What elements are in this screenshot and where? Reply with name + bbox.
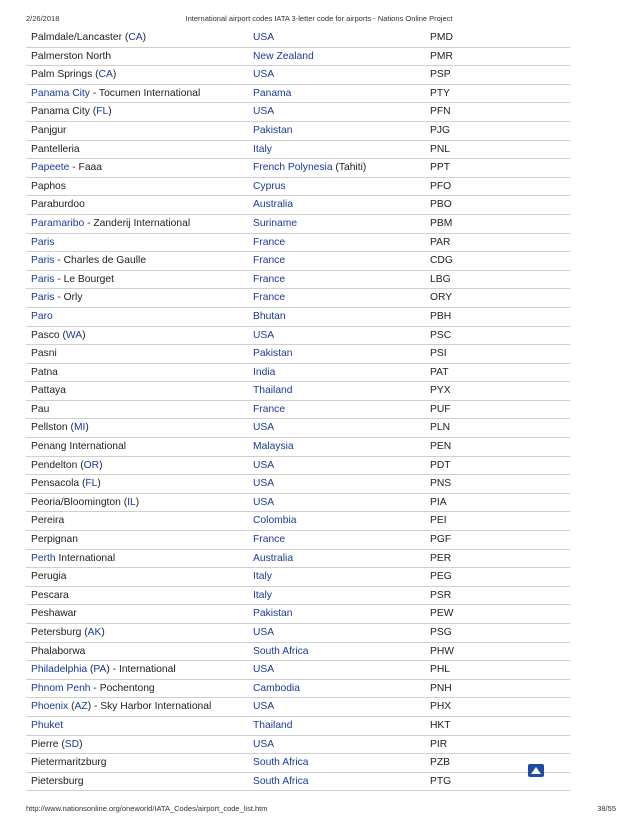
country-cell [248,177,425,196]
country-cell [248,84,425,103]
iata-code-cell: PNL [425,140,570,159]
cell-text: ) [82,329,86,341]
iata-code-cell: HKT [425,716,570,735]
table-row [26,382,570,401]
table-row [26,493,570,512]
cell-link[interactable]: AZ [74,701,88,713]
city-cell [26,661,248,680]
cell-link[interactable]: Paramaribo [31,217,85,229]
table-row [26,698,570,717]
country-cell [248,661,425,680]
cell-link[interactable]: Thailand [253,385,293,397]
table-row [26,270,570,289]
iata-code-cell: PEG [425,568,570,587]
table-row [26,29,570,47]
cell-text: - Tocumen International [89,87,201,99]
city-cell [26,605,248,624]
cell-link[interactable]: IL [127,496,136,508]
iata-code-cell: PYX [425,382,570,401]
country-cell [248,419,425,438]
iata-code-cell: PLN [425,419,570,438]
cell-text: Pasco ( [31,329,66,341]
city-cell [26,735,248,754]
country-cell [248,642,425,661]
cell-text: - Le Bourget [54,273,114,285]
airport-code-rows [26,29,570,791]
iata-code-cell: PSP [425,66,570,85]
cell-link[interactable]: South Africa [253,775,309,787]
table-row [26,679,570,698]
cell-link[interactable]: Thailand [253,719,293,731]
city-cell [26,438,248,457]
iata-code-cell: PSC [425,326,570,345]
cell-link[interactable]: Suriname [253,217,298,229]
cell-link[interactable]: Phnom Penh [31,682,91,694]
city-cell [26,754,248,773]
city-cell [26,400,248,419]
table-row [26,289,570,308]
iata-code-cell: PER [425,549,570,568]
cell-link[interactable]: USA [253,701,275,713]
city-cell [26,233,248,252]
cell-link[interactable]: France [253,403,286,415]
iata-code-cell: PBH [425,307,570,326]
cell-link[interactable]: Colombia [253,515,297,527]
cell-link[interactable]: France [253,273,286,285]
cell-text: Patna [31,366,58,378]
table-row [26,233,570,252]
iata-code-cell: PMD [425,29,570,47]
cell-text: ) [101,627,105,638]
iata-code-cell: PSR [425,586,570,605]
cell-text: Petersburg ( [31,627,88,638]
iata-code-cell: PHW [425,642,570,661]
cell-text: Palmerston North [31,50,112,62]
cell-link[interactable]: OR [83,459,100,471]
table-row [26,605,570,624]
cell-link[interactable]: French Polynesia [253,162,333,174]
cell-text: Pierre ( [31,738,65,750]
country-cell [248,363,425,382]
cell-text: Pescara [31,589,69,601]
country-cell [248,493,425,512]
cell-link[interactable]: Cyprus [253,180,286,192]
cell-text: ) [79,738,83,750]
cell-text: - Charles de Gaulle [54,255,147,267]
cell-link[interactable]: France [253,236,286,248]
country-cell [248,121,425,140]
city-cell [26,289,248,308]
cell-text: Pattaya [31,385,66,397]
cell-link[interactable]: New Zealand [253,50,314,62]
iata-code-cell: PNS [425,475,570,494]
table-row [26,568,570,587]
cell-text: - Pochentong [90,682,155,694]
cell-link[interactable]: CA [98,69,113,81]
cell-text: Phalaborwa [31,645,86,657]
cell-text: Peshawar [31,608,77,620]
cell-link[interactable]: Malaysia [253,441,294,453]
city-cell [26,307,248,326]
cell-text: ) - Sky Harbor International [87,701,212,713]
cell-link[interactable]: USA [253,738,275,750]
cell-link[interactable]: PA [93,664,107,676]
airport-code-table [26,29,570,791]
up-triangle-icon [531,767,541,774]
cell-text: (Tahiti) [332,162,367,174]
iata-code-cell: PAR [425,233,570,252]
cell-text: Pasni [31,348,57,360]
country-cell [248,549,425,568]
country-cell [248,140,425,159]
table-row [26,196,570,215]
cell-link[interactable]: Paris [31,273,55,285]
table-row [26,438,570,457]
print-date: 2/26/2018 [26,14,60,23]
cell-link[interactable]: Paris [31,292,55,304]
table-row [26,345,570,364]
country-cell [248,233,425,252]
table-row [26,307,570,326]
table-row [26,475,570,494]
cell-text: ) [112,69,117,81]
city-cell [26,624,248,643]
iata-code-cell: CDG [425,252,570,271]
city-cell [26,475,248,494]
cell-link[interactable]: Italy [253,589,272,601]
iata-code-cell: LBG [425,270,570,289]
table-row [26,159,570,178]
iata-code-cell: PMR [425,47,570,66]
city-cell [26,512,248,531]
city-cell [26,642,248,661]
city-cell [26,345,248,364]
city-cell [26,419,248,438]
cell-text: Peoria/Bloomington ( [31,496,128,508]
city-cell [26,326,248,345]
cell-text: Pereira [31,515,65,527]
city-cell [26,679,248,698]
country-cell [248,438,425,457]
cell-link[interactable]: India [253,366,276,378]
cell-link[interactable]: USA [253,32,275,43]
cell-link[interactable]: USA [253,478,275,490]
country-cell [248,624,425,643]
city-cell [26,363,248,382]
country-cell [248,568,425,587]
iata-code-cell: PAT [425,363,570,382]
iata-code-cell: PTG [425,772,570,791]
cell-text: Pensacola ( [31,478,86,490]
cell-text: Palm Springs ( [31,69,99,81]
cell-link[interactable]: Papeete [31,162,70,174]
country-cell [248,698,425,717]
table-row [26,549,570,568]
cell-link[interactable]: USA [253,422,275,434]
table-row [26,716,570,735]
cell-link[interactable]: FL [96,106,109,118]
iata-code-cell: ORY [425,289,570,308]
cell-text: Pietersburg [31,775,84,787]
cell-link[interactable]: Paris [31,236,55,248]
table-row [26,624,570,643]
cell-text: ) [99,459,103,471]
country-cell [248,605,425,624]
iata-code-cell: PBO [425,196,570,215]
table-row [26,121,570,140]
city-cell [26,382,248,401]
table-row [26,214,570,233]
cell-link[interactable]: Phuket [31,719,64,731]
city-cell [26,196,248,215]
cell-text: ) [135,496,140,508]
iata-code-cell: PFO [425,177,570,196]
cell-link[interactable]: Paris [31,255,55,267]
city-cell [26,177,248,196]
cell-text: ) [142,32,147,43]
table-row [26,735,570,754]
cell-link[interactable]: France [253,534,286,546]
cell-text: ) - International [106,664,176,676]
country-cell [248,196,425,215]
cell-link[interactable]: Perth [31,552,56,564]
country-cell [248,47,425,66]
table-row [26,363,570,382]
city-cell [26,84,248,103]
country-cell [248,382,425,401]
table-row [26,642,570,661]
iata-code-cell: PHX [425,698,570,717]
cell-link[interactable]: Pakistan [253,124,293,136]
cell-text: ) [108,106,112,118]
city-cell [26,140,248,159]
cell-link[interactable]: South Africa [253,645,309,657]
country-cell [248,475,425,494]
cell-link[interactable]: SD [64,738,80,750]
country-cell [248,679,425,698]
iata-code-cell: PSG [425,624,570,643]
cell-link[interactable]: Paro [31,310,53,322]
country-cell [248,252,425,271]
cell-text: ( [87,664,94,676]
cell-text: Palmdale/Lancaster ( [31,32,129,43]
country-cell [248,400,425,419]
cell-link[interactable]: Australia [253,552,294,564]
cell-text: Panama City ( [31,106,97,118]
iata-code-cell: PFN [425,103,570,122]
cell-link[interactable]: MI [73,422,86,434]
cell-text: ( [68,701,75,713]
table-row [26,772,570,791]
city-cell [26,214,248,233]
cell-link[interactable]: Pakistan [253,608,293,620]
country-cell [248,754,425,773]
table-row [26,47,570,66]
back-to-top-button[interactable] [528,764,544,777]
country-cell [248,66,425,85]
city-cell [26,252,248,271]
cell-text: Penang International [31,441,127,453]
country-cell [248,512,425,531]
table-row [26,326,570,345]
table-row [26,586,570,605]
city-cell [26,716,248,735]
iata-code-cell: PSI [425,345,570,364]
table-row [26,754,570,773]
cell-text: - Zanderij International [84,217,191,229]
country-cell [248,586,425,605]
iata-code-cell: PBM [425,214,570,233]
country-cell [248,531,425,550]
country-cell [248,103,425,122]
cell-link[interactable]: Australia [253,199,294,211]
cell-link[interactable]: AK [87,627,102,638]
cell-link[interactable]: USA [253,106,275,118]
city-cell [26,568,248,587]
cell-link[interactable]: USA [253,627,275,638]
iata-code-cell: PNH [425,679,570,698]
cell-link[interactable]: WA [65,329,83,341]
cell-text: Panjgur [31,124,67,136]
cell-link[interactable]: Italy [253,571,272,583]
country-cell [248,289,425,308]
cell-text: Pantelleria [31,143,80,155]
cell-text: ) [85,422,89,434]
table-row [26,419,570,438]
city-cell [26,456,248,475]
cell-link[interactable]: Pakistan [253,348,293,360]
cell-link[interactable]: Cambodia [253,682,300,694]
city-cell [26,698,248,717]
country-cell [248,159,425,178]
country-cell [248,456,425,475]
city-cell [26,159,248,178]
country-cell [248,307,425,326]
cell-text: Pendelton ( [31,459,84,471]
city-cell [26,29,248,47]
country-cell [248,326,425,345]
cell-link[interactable]: USA [253,496,275,508]
cell-link[interactable]: South Africa [253,757,309,769]
print-footer [26,804,616,816]
iata-code-cell: PEI [425,512,570,531]
country-cell [248,270,425,289]
city-cell [26,493,248,512]
table-row [26,140,570,159]
cell-text: Pellston ( [31,422,74,434]
page-number: 38/55 [597,804,616,813]
city-cell [26,772,248,791]
country-cell [248,735,425,754]
page-url: http://www.nationsonline.org/oneworld/IATA_Codes/airport_code_list.htm [26,804,268,813]
table-row [26,400,570,419]
country-cell [248,345,425,364]
city-cell [26,586,248,605]
table-row [26,456,570,475]
table-row [26,661,570,680]
cell-text: ) [97,478,101,490]
cell-link[interactable]: Panama [253,87,292,99]
cell-text: Paraburdoo [31,199,85,211]
cell-link[interactable]: Philadelphia [31,664,88,676]
cell-link[interactable]: USA [253,329,275,341]
cell-link[interactable]: Italy [253,143,272,155]
table-row [26,177,570,196]
city-cell [26,103,248,122]
city-cell [26,531,248,550]
cell-link[interactable]: CA [128,32,143,43]
city-cell [26,549,248,568]
cell-text: Perugia [31,571,67,583]
iata-code-cell: PTY [425,84,570,103]
iata-code-cell: PIA [425,493,570,512]
iata-code-cell: PEW [425,605,570,624]
page-title: International airport codes IATA 3-letter code for airports - Nations Online Project [185,14,453,23]
cell-text: - Orly [54,292,83,304]
city-cell [26,47,248,66]
cell-link[interactable]: Panama City [31,87,90,99]
iata-code-cell: PUF [425,400,570,419]
city-cell [26,66,248,85]
table-row [26,512,570,531]
table-row [26,66,570,85]
cell-text: Pau [31,403,50,415]
iata-code-cell: PEN [425,438,570,457]
iata-code-cell: PHL [425,661,570,680]
city-cell [26,121,248,140]
iata-code-cell: PDT [425,456,570,475]
table-row [26,84,570,103]
cell-text: Pietermaritzburg [31,757,107,769]
cell-link[interactable]: France [253,292,286,304]
print-header [26,14,612,26]
cell-text: International [55,552,116,564]
cell-text: Paphos [31,180,66,192]
iata-code-cell: PZB [425,754,570,773]
cell-link[interactable]: Phoenix [31,701,69,713]
table-row [26,103,570,122]
table-row [26,531,570,550]
city-cell [26,270,248,289]
table-row [26,252,570,271]
cell-text: Perpignan [31,534,78,546]
cell-link[interactable]: France [253,255,286,267]
iata-code-cell: PPT [425,159,570,178]
country-cell [248,214,425,233]
cell-link[interactable]: USA [253,69,275,81]
cell-link[interactable]: Bhutan [253,310,286,322]
iata-code-cell: PIR [425,735,570,754]
cell-link[interactable]: USA [253,664,275,676]
country-cell [248,29,425,47]
cell-link[interactable]: FL [85,478,98,490]
iata-code-cell: PJG [425,121,570,140]
cell-text: - Faaa [69,162,102,174]
cell-link[interactable]: USA [253,459,275,471]
country-cell [248,772,425,791]
iata-code-cell: PGF [425,531,570,550]
country-cell [248,716,425,735]
